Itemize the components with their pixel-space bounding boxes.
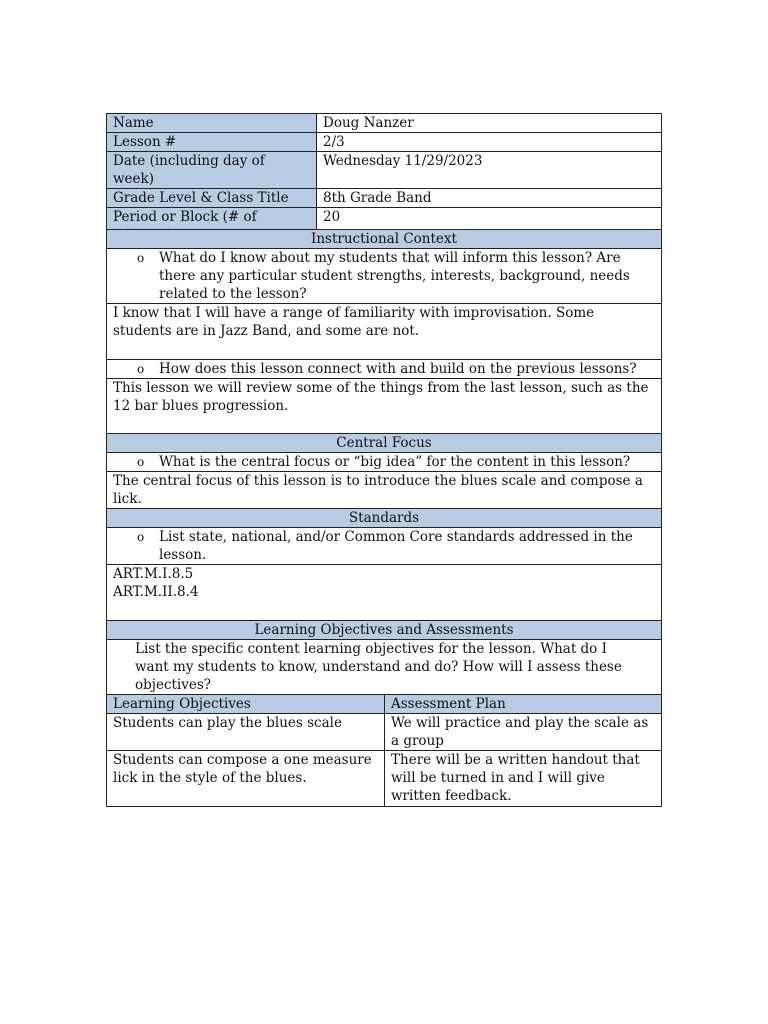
- answer-text: This lesson we will review some of the things from the last lesson, such as the 12 bar blues progression.: [107, 379, 662, 434]
- bullet-icon: o: [137, 251, 145, 265]
- bullet-icon: o: [137, 455, 145, 469]
- section-heading: Standards: [107, 509, 662, 528]
- info-value: 20: [317, 208, 662, 245]
- section-heading: Central Focus: [107, 434, 662, 453]
- question-cell: [107, 453, 662, 472]
- prompt-row: [107, 640, 662, 695]
- info-row-date: [107, 152, 662, 189]
- col-header-assessment: Assessment Plan: [385, 695, 662, 714]
- info-label: Period or Block (# of: [107, 208, 317, 245]
- info-label: Lesson #: [107, 133, 317, 152]
- question-row: [107, 528, 662, 565]
- info-value: 2/3: [317, 133, 662, 152]
- question-row: [107, 453, 662, 472]
- question-cell: [107, 528, 662, 565]
- standard-code: ART.M.II.8.4: [113, 584, 199, 600]
- info-row-name: [107, 114, 662, 133]
- lesson-info-table: [106, 113, 662, 245]
- section-heading: Instructional Context: [107, 230, 662, 249]
- objective-cell: Students can play the blues scale: [107, 714, 385, 751]
- info-row-grade: [107, 189, 662, 208]
- col-header-objectives: Learning Objectives: [107, 695, 385, 714]
- info-value: 8th Grade Band: [317, 189, 662, 208]
- bullet-icon: o: [137, 530, 145, 544]
- table-row: [107, 714, 662, 751]
- section-header-objectives: [107, 621, 662, 640]
- standard-code: ART.M.I.8.5: [113, 566, 194, 582]
- answer-row: [107, 472, 662, 509]
- answer-text: I know that I will have a range of familiarity with improvisation. Some students are in Jazz Band, and some are not.: [107, 304, 662, 360]
- info-row-lesson: [107, 133, 662, 152]
- question-text: How does this lesson connect with and build on the previous lessons?: [159, 361, 637, 377]
- question-cell: [107, 249, 662, 304]
- answer-text: The central focus of this lesson is to introduce the blues scale and compose a lick.: [107, 472, 662, 509]
- info-label: Grade Level & Class Title: [107, 189, 317, 208]
- section-header-standards: [107, 509, 662, 528]
- answer-row: [107, 379, 662, 434]
- objectives-header-row: [107, 695, 662, 714]
- question-text: What is the central focus or “big idea” for the content in this lesson?: [159, 454, 631, 470]
- table-row: [107, 751, 662, 807]
- assessment-cell: There will be a written handout that will be turned in and I will give written feedback.: [385, 751, 662, 807]
- question-row: [107, 249, 662, 304]
- assessment-cell: We will practice and play the scale as a group: [385, 714, 662, 751]
- question-text: List state, national, and/or Common Core standards addressed in the lesson.: [159, 529, 633, 563]
- question-row: [107, 360, 662, 379]
- question-text: What do I know about my students that will inform this lesson? Are there any particular student strengths, interests, background, needs related to the lesson?: [159, 250, 630, 302]
- section-header-focus: [107, 434, 662, 453]
- info-value: Wednesday 11/29/2023: [317, 152, 662, 189]
- info-label: Name: [107, 114, 317, 133]
- objective-cell: Students can compose a one measure lick in the style of the blues.: [107, 751, 385, 807]
- question-cell: [107, 360, 662, 379]
- answer-row: [107, 304, 662, 360]
- standards-cell: [107, 565, 662, 621]
- section-heading: Learning Objectives and Assessments: [107, 621, 662, 640]
- objectives-prompt: List the specific content learning objectives for the lesson. What do I want my students to know, understand and do? How will I assess these objectives?: [107, 640, 662, 695]
- answer-row: [107, 565, 662, 621]
- info-label: Date (including day of week): [107, 152, 317, 189]
- info-value: Doug Nanzer: [317, 114, 662, 133]
- bullet-icon: o: [137, 362, 145, 376]
- lesson-plan-table: [106, 229, 662, 807]
- section-header-context: [107, 230, 662, 249]
